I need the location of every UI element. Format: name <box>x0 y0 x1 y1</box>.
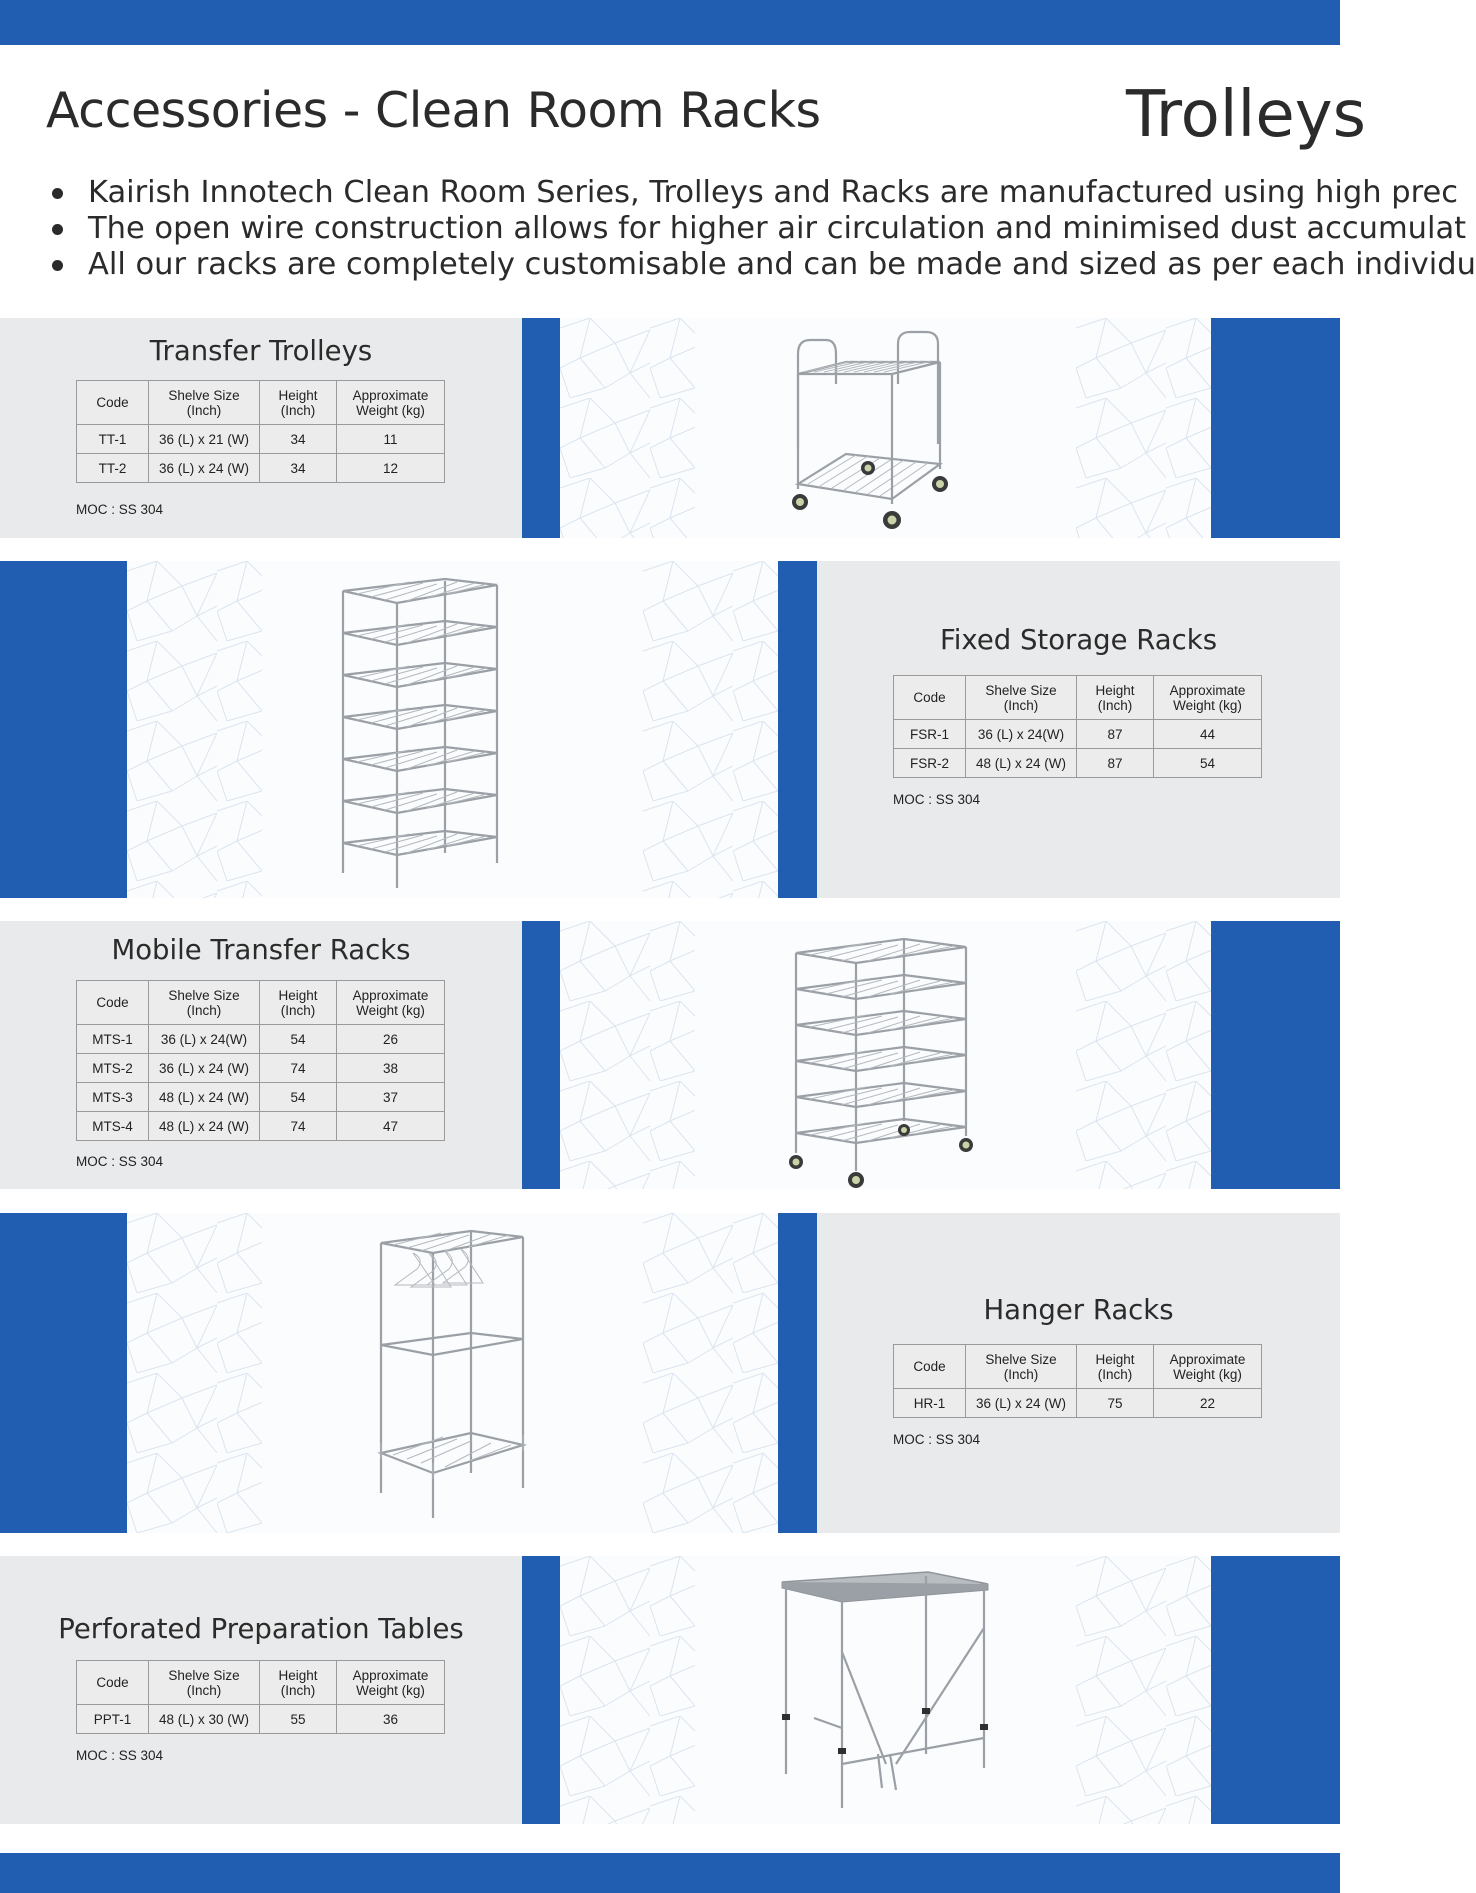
feature-bullet <box>46 211 1467 247</box>
info-panel <box>0 1556 522 1824</box>
col-code: Code <box>894 1345 966 1389</box>
pattern-decoration <box>643 561 778 898</box>
col-height <box>260 981 337 1025</box>
top-brand-band <box>0 0 1340 45</box>
cell-size: 36 (L) x 24(W) <box>966 720 1077 749</box>
cell-height: 34 <box>260 425 337 454</box>
material-note: MOC : SS 304 <box>76 502 164 517</box>
col-weight <box>337 1661 445 1705</box>
cell-size: 36 (L) x 24 (W) <box>966 1389 1077 1418</box>
col-weight <box>337 381 445 425</box>
cell-weight: 38 <box>337 1054 445 1083</box>
page-title: Accessories - Clean Room Racks <box>46 82 821 139</box>
col-label: Height <box>278 987 318 1003</box>
col-unit: (Inch) <box>1097 697 1133 713</box>
product-photo-area <box>560 1556 1211 1824</box>
col-unit: (Inch) <box>1003 1366 1039 1382</box>
accent-bar <box>522 921 560 1189</box>
col-unit: Weight (kg) <box>1173 697 1242 713</box>
section-title: Fixed Storage Racks <box>939 624 1218 656</box>
col-unit: (Inch) <box>186 1682 222 1698</box>
table-row <box>77 1025 445 1054</box>
cell-height: 54 <box>260 1083 337 1112</box>
section-title: Mobile Transfer Racks <box>111 934 411 966</box>
material-note: MOC : SS 304 <box>893 1432 981 1447</box>
feature-bullet-list <box>46 175 1476 283</box>
page-title-right: Trolleys <box>1126 78 1366 152</box>
cell-height: 34 <box>260 454 337 483</box>
material-note: MOC : SS 304 <box>76 1748 164 1763</box>
col-label: Height <box>1095 682 1135 698</box>
cell-code: FSR-1 <box>894 720 966 749</box>
cell-height: 54 <box>260 1025 337 1054</box>
material-note: MOC : SS 304 <box>76 1154 164 1169</box>
cell-weight: 11 <box>337 425 445 454</box>
col-label: Height <box>1095 1351 1135 1367</box>
info-panel <box>817 561 1340 898</box>
col-height <box>1077 1345 1154 1389</box>
cell-height: 75 <box>1077 1389 1154 1418</box>
accent-bar <box>1211 1556 1340 1824</box>
spec-table <box>76 980 445 1141</box>
product-photo-area <box>127 1213 778 1533</box>
pattern-decoration <box>127 1213 262 1533</box>
cell-code: TT-1 <box>77 425 149 454</box>
product-photo-area <box>560 318 1211 538</box>
col-code: Code <box>77 1661 149 1705</box>
col-unit: Weight (kg) <box>356 1002 425 1018</box>
col-weight <box>1154 676 1262 720</box>
col-shelve-size <box>149 981 260 1025</box>
cell-size: 48 (L) x 24 (W) <box>149 1083 260 1112</box>
spec-table <box>76 380 445 483</box>
col-shelve-size <box>149 1661 260 1705</box>
col-unit: (Inch) <box>186 402 222 418</box>
accent-bar <box>1211 318 1340 538</box>
mobile-transfer-rack-image <box>786 931 976 1189</box>
col-shelve-size <box>966 676 1077 720</box>
section-title: Transfer Trolleys <box>149 335 373 367</box>
cell-size: 48 (L) x 24 (W) <box>966 749 1077 778</box>
table-row <box>894 1389 1262 1418</box>
cell-height: 55 <box>260 1705 337 1734</box>
feature-bullet <box>46 175 1458 211</box>
spec-table <box>893 1344 1262 1418</box>
hanger-rack-image <box>373 1223 533 1528</box>
section-perforated-preparation-tables <box>0 1556 1340 1824</box>
col-code: Code <box>77 981 149 1025</box>
table-row <box>77 1705 445 1734</box>
cell-size: 36 (L) x 24 (W) <box>149 1054 260 1083</box>
table-row <box>894 749 1262 778</box>
accent-bar <box>778 561 817 898</box>
cell-weight: 47 <box>337 1112 445 1141</box>
feature-bullet-text: The open wire construction allows for higher air circulation and minimised dust accumulat <box>88 211 1467 246</box>
cell-code: MTS-1 <box>77 1025 149 1054</box>
cell-weight: 12 <box>337 454 445 483</box>
info-panel <box>0 318 522 538</box>
pattern-decoration <box>643 1213 778 1533</box>
col-label: Approximate <box>352 987 429 1003</box>
bullet-dot-icon <box>52 188 63 199</box>
material-note: MOC : SS 304 <box>893 792 981 807</box>
col-height <box>1077 676 1154 720</box>
accent-bar <box>1211 921 1340 1189</box>
cell-weight: 22 <box>1154 1389 1262 1418</box>
col-unit: (Inch) <box>1097 1366 1133 1382</box>
table-row <box>77 1112 445 1141</box>
cell-size: 36 (L) x 21 (W) <box>149 425 260 454</box>
col-label: Approximate <box>352 1667 429 1683</box>
col-label: Shelve Size <box>985 1351 1057 1367</box>
info-panel <box>817 1213 1340 1533</box>
col-label: Shelve Size <box>168 987 240 1003</box>
table-row <box>894 720 1262 749</box>
accent-bar <box>0 1213 127 1533</box>
col-label: Approximate <box>352 387 429 403</box>
cell-weight: 26 <box>337 1025 445 1054</box>
section-hanger-racks <box>0 1213 1340 1533</box>
table-header-row <box>77 381 445 425</box>
col-unit: Weight (kg) <box>356 1682 425 1698</box>
table-row <box>77 1083 445 1112</box>
feature-bullet-text: All our racks are completely customisable and can be made and sized as per each individu <box>88 247 1476 282</box>
table-row <box>77 454 445 483</box>
cell-size: 36 (L) x 24 (W) <box>149 454 260 483</box>
col-weight <box>1154 1345 1262 1389</box>
bullet-dot-icon <box>52 224 63 235</box>
cell-weight: 36 <box>337 1705 445 1734</box>
spec-table <box>893 675 1262 778</box>
table-header-row <box>894 1345 1262 1389</box>
section-title: Hanger Racks <box>983 1294 1174 1326</box>
accent-bar <box>778 1213 817 1533</box>
col-height <box>260 1661 337 1705</box>
cell-code: TT-2 <box>77 454 149 483</box>
cell-weight: 44 <box>1154 720 1262 749</box>
transfer-trolley-image <box>780 324 970 536</box>
col-shelve-size <box>149 381 260 425</box>
fixed-storage-rack-image <box>337 573 517 893</box>
feature-bullet <box>46 247 1476 283</box>
col-weight <box>337 981 445 1025</box>
cell-height: 87 <box>1077 749 1154 778</box>
col-height <box>260 381 337 425</box>
col-unit: (Inch) <box>186 1002 222 1018</box>
accent-bar <box>522 318 560 538</box>
pattern-decoration <box>1076 921 1211 1189</box>
cell-code: MTS-4 <box>77 1112 149 1141</box>
col-label: Approximate <box>1169 682 1246 698</box>
col-code: Code <box>894 676 966 720</box>
cell-height: 74 <box>260 1054 337 1083</box>
section-transfer-trolleys <box>0 318 1340 538</box>
cell-size: 48 (L) x 24 (W) <box>149 1112 260 1141</box>
cell-size: 48 (L) x 30 (W) <box>149 1705 260 1734</box>
col-shelve-size <box>966 1345 1077 1389</box>
cell-code: MTS-2 <box>77 1054 149 1083</box>
col-unit: Weight (kg) <box>356 402 425 418</box>
pattern-decoration <box>560 1556 695 1824</box>
cell-code: PPT-1 <box>77 1705 149 1734</box>
col-unit: (Inch) <box>280 1002 316 1018</box>
accent-bar <box>0 561 127 898</box>
table-row <box>77 425 445 454</box>
info-panel <box>0 921 522 1189</box>
cell-height: 87 <box>1077 720 1154 749</box>
col-label: Height <box>278 387 318 403</box>
spec-table <box>76 1660 445 1734</box>
cell-code: FSR-2 <box>894 749 966 778</box>
feature-bullet-text: Kairish Innotech Clean Room Series, Trolleys and Racks are manufactured using high prec <box>88 175 1458 210</box>
pattern-decoration <box>127 561 262 898</box>
cell-height: 74 <box>260 1112 337 1141</box>
table-header-row <box>77 981 445 1025</box>
pattern-decoration <box>1076 1556 1211 1824</box>
cell-code: HR-1 <box>894 1389 966 1418</box>
col-label: Shelve Size <box>168 387 240 403</box>
col-label: Shelve Size <box>985 682 1057 698</box>
table-header-row <box>77 1661 445 1705</box>
col-unit: (Inch) <box>280 402 316 418</box>
col-label: Shelve Size <box>168 1667 240 1683</box>
col-unit: Weight (kg) <box>1173 1366 1242 1382</box>
product-photo-area <box>560 921 1211 1189</box>
col-unit: (Inch) <box>1003 697 1039 713</box>
bottom-brand-band <box>0 1853 1340 1893</box>
table-header-row <box>894 676 1262 720</box>
col-label: Height <box>278 1667 318 1683</box>
cell-code: MTS-3 <box>77 1083 149 1112</box>
pattern-decoration <box>560 318 695 538</box>
col-code: Code <box>77 381 149 425</box>
cell-weight: 37 <box>337 1083 445 1112</box>
product-photo-area <box>127 561 778 898</box>
section-title: Perforated Preparation Tables <box>58 1613 464 1645</box>
section-fixed-storage-racks <box>0 561 1340 898</box>
col-label: Approximate <box>1169 1351 1246 1367</box>
section-mobile-transfer-racks <box>0 921 1340 1189</box>
pattern-decoration <box>1076 318 1211 538</box>
cell-size: 36 (L) x 24(W) <box>149 1025 260 1054</box>
col-unit: (Inch) <box>280 1682 316 1698</box>
preparation-table-image <box>778 1568 998 1822</box>
pattern-decoration <box>560 921 695 1189</box>
table-row <box>77 1054 445 1083</box>
bullet-dot-icon <box>52 260 63 271</box>
cell-weight: 54 <box>1154 749 1262 778</box>
accent-bar <box>522 1556 560 1824</box>
